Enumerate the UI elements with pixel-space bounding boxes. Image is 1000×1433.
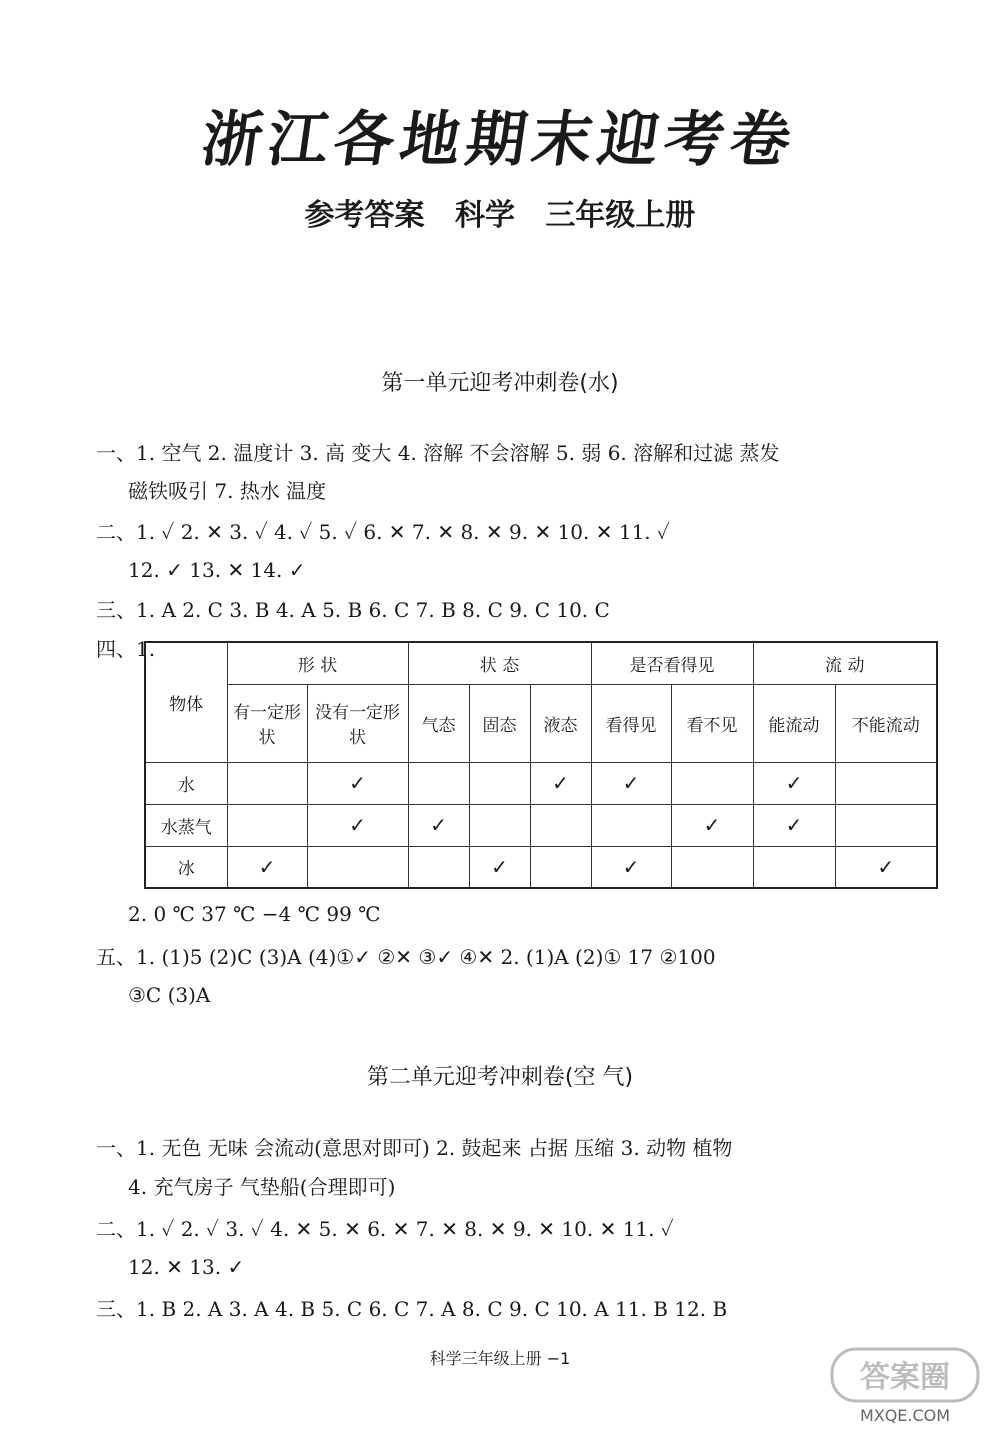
table-cell xyxy=(753,846,835,888)
sub-header: 固态 xyxy=(469,684,530,762)
row-name: 水 xyxy=(145,762,227,804)
watermark-url: MXQE.COM xyxy=(859,1406,951,1425)
unit2-q2-line1: 二、1. ✓ 2. ✓ 3. ✓ 4. ✕ 5. ✕ 6. ✕ 7. ✕ 8. ✕ 9. ✕ 10. ✕ 11. ✓ xyxy=(96,1217,674,1241)
row-name: 水蒸气 xyxy=(145,804,227,846)
unit1-q3-line1: 三、1. A 2. C 3. B 4. A 5. B 6. C 7. B 8. C 9. C 10. C xyxy=(96,598,610,622)
table-cell: ✓ xyxy=(753,804,835,846)
sub-header: 看不见 xyxy=(671,684,753,762)
unit1-q1-line1: 一、1. 空气 2. 温度计 3. 高 变大 4. 溶解 不会溶解 5. 弱 6. 溶解和过滤 蒸发 xyxy=(96,441,780,465)
table-cell: ✓ xyxy=(835,846,937,888)
sub-header: 不能流动 xyxy=(835,684,937,762)
state-table xyxy=(144,641,938,889)
table-cell: ✓ xyxy=(307,762,408,804)
unit1-q4-line2: 2. 0 ℃ 37 ℃ −4 ℃ 99 ℃ xyxy=(128,902,381,926)
header-shape: 形 状 xyxy=(227,642,408,684)
watermark-logo xyxy=(830,1345,980,1425)
table-cell xyxy=(530,804,591,846)
table-cell xyxy=(671,846,753,888)
table-cell xyxy=(408,762,469,804)
header-state: 状 态 xyxy=(408,642,591,684)
table-cell: ✓ xyxy=(469,846,530,888)
table-cell xyxy=(469,762,530,804)
unit1-q2-line1: 二、1. ✓ 2. ✕ 3. ✓ 4. ✓ 5. ✓ 6. ✕ 7. ✕ 8. ✕ 9. ✕ 10. ✕ 11. ✓ xyxy=(96,520,670,544)
watermark-logo-text: 答案圈 xyxy=(860,1360,950,1395)
table-cell xyxy=(227,804,307,846)
table-cell xyxy=(530,846,591,888)
sub-header: 看得见 xyxy=(591,684,671,762)
page-title: 浙江各地期末迎考卷 xyxy=(197,105,802,175)
table-cell xyxy=(835,804,937,846)
table-row xyxy=(145,762,937,804)
page-subtitle: 参考答案 科学 三年级上册 xyxy=(304,198,696,233)
unit2-q1-line2: 4. 充气房子 气垫船(合理即可) xyxy=(128,1175,396,1199)
unit2-q1-line1: 一、1. 无色 无味 会流动(意思对即可) 2. 鼓起来 占据 压缩 3. 动物 植物 xyxy=(96,1136,733,1160)
table-cell: ✓ xyxy=(753,762,835,804)
header-object: 物体 xyxy=(145,642,227,762)
watermark-icon xyxy=(830,1345,980,1405)
table-cell xyxy=(408,846,469,888)
unit1-q4-label: 四、1. xyxy=(96,637,156,661)
header-visible: 是否看得见 xyxy=(591,642,753,684)
table-cell xyxy=(307,846,408,888)
table-cell: ✓ xyxy=(591,846,671,888)
unit1-q5-line1: 五、1. (1)5 (2)C (3)A (4)①✓ ②✕ ③✓ ④✕ 2. (1)A (2)① 17 ②100 xyxy=(96,945,716,969)
table-cell xyxy=(591,804,671,846)
table-cell xyxy=(835,762,937,804)
table-cell: ✓ xyxy=(227,846,307,888)
table-cell: ✓ xyxy=(307,804,408,846)
unit1-q2-line2: 12. ✓ 13. ✕ 14. ✓ xyxy=(128,558,306,582)
table-row xyxy=(145,804,937,846)
sub-header: 气态 xyxy=(408,684,469,762)
row-name: 冰 xyxy=(145,846,227,888)
unit1-title: 第一单元迎考冲刺卷(水) xyxy=(381,371,619,396)
table-cell: ✓ xyxy=(591,762,671,804)
unit1-q1-line2: 磁铁吸引 7. 热水 温度 xyxy=(128,479,327,503)
table-row xyxy=(145,846,937,888)
sub-header: 有一定形状 xyxy=(227,684,307,762)
table-cell xyxy=(469,804,530,846)
sub-header: 没有一定形状 xyxy=(307,684,408,762)
unit2-q2-line2: 12. ✕ 13. ✓ xyxy=(128,1255,245,1279)
table-cell: ✓ xyxy=(530,762,591,804)
unit1-q5-line2: ③C (3)A xyxy=(128,983,211,1007)
table-cell: ✓ xyxy=(408,804,469,846)
page-footer: 科学三年级上册 −1 xyxy=(429,1349,571,1368)
table-cell xyxy=(671,762,753,804)
table-cell: ✓ xyxy=(671,804,753,846)
sub-header: 能流动 xyxy=(753,684,835,762)
sub-header: 液态 xyxy=(530,684,591,762)
header-flow: 流 动 xyxy=(753,642,937,684)
unit2-q3-line1: 三、1. B 2. A 3. A 4. B 5. C 6. C 7. A 8. C 9. C 10. A 11. B 12. B xyxy=(96,1297,728,1321)
unit2-title: 第二单元迎考冲刺卷(空 气) xyxy=(366,1065,634,1090)
table-cell xyxy=(227,762,307,804)
